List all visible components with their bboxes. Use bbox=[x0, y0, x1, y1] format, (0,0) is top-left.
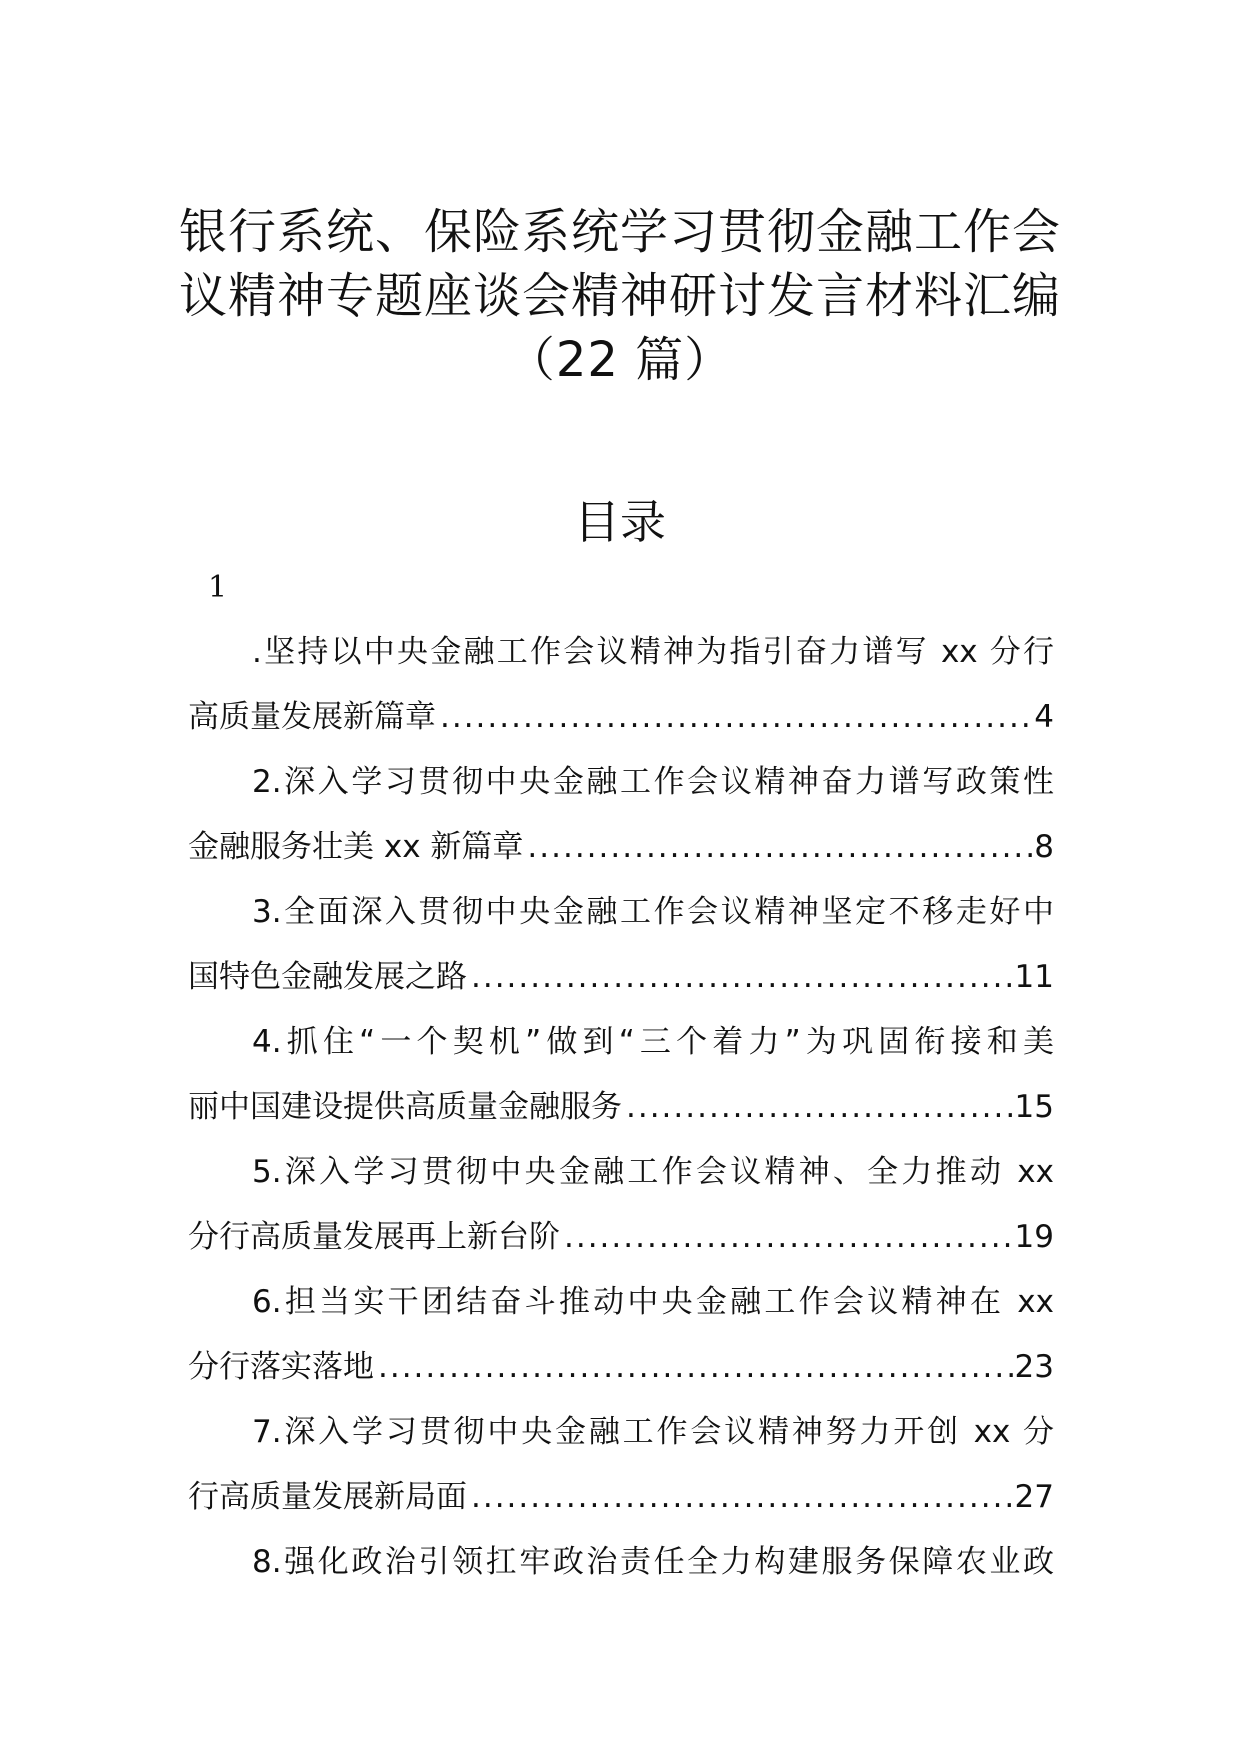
toc-entry-text: 行高质量发展新局面 bbox=[188, 1479, 467, 1515]
toc-page-number: 4 bbox=[1034, 699, 1054, 735]
toc-entry-title-line1: 8.强化政治引领扛牢政治责任全力构建服务保障农业政 bbox=[252, 1544, 1054, 1580]
title-line-1: 银行系统、保险系统学习贯彻金融工作会 bbox=[178, 204, 1061, 260]
dot-leader bbox=[467, 944, 1015, 1010]
toc-entry-title-line1: 5.深入学习贯彻中央金融工作会议精神、全力推动 xx bbox=[252, 1154, 1054, 1190]
title-line-2: 议精神专题座谈会精神研讨发言材料汇编 bbox=[178, 268, 1061, 324]
toc-entry-2[interactable] bbox=[188, 750, 1054, 880]
toc-entry-8[interactable] bbox=[188, 1530, 1054, 1594]
page-mark: 1 bbox=[208, 570, 228, 605]
toc-entry-title-line1: .坚持以中央金融工作会议精神为指引奋力谱写 xx 分行 bbox=[252, 634, 1054, 670]
toc-entry-title-line2 bbox=[188, 944, 1054, 1010]
toc-entry-title-line2 bbox=[188, 1074, 1054, 1140]
toc-entry-7[interactable] bbox=[188, 1400, 1054, 1530]
dot-leader bbox=[560, 1204, 1015, 1270]
toc-page-number: 23 bbox=[1014, 1349, 1054, 1385]
toc-entry-title-line2 bbox=[188, 1204, 1054, 1270]
toc-entry-title-line1: 4.抓住“一个契机”做到“三个着力”为巩固衔接和美 bbox=[252, 1024, 1054, 1060]
title-line-3: （22 篇） bbox=[506, 332, 734, 388]
document-title bbox=[160, 200, 1080, 392]
table-of-contents bbox=[188, 620, 1054, 1594]
toc-entry-text: 丽中国建设提供高质量金融服务 bbox=[188, 1089, 622, 1125]
toc-entry-text: 分行高质量发展再上新台阶 bbox=[188, 1219, 560, 1255]
toc-entry-title-line1: 3.全面深入贯彻中央金融工作会议精神坚定不移走好中 bbox=[252, 894, 1054, 930]
toc-entry-5[interactable] bbox=[188, 1140, 1054, 1270]
toc-entry-6[interactable] bbox=[188, 1270, 1054, 1400]
toc-entry-title-line2 bbox=[188, 684, 1054, 750]
toc-page-number: 15 bbox=[1014, 1089, 1054, 1125]
toc-entry-text: 金融服务壮美 xx 新篇章 bbox=[188, 829, 524, 865]
toc-entry-title-line2 bbox=[188, 814, 1054, 880]
toc-entry-title-line1: 2.深入学习贯彻中央金融工作会议精神奋力谱写政策性 bbox=[252, 764, 1054, 800]
toc-page-number: 11 bbox=[1014, 959, 1054, 995]
toc-page-number: 8 bbox=[1034, 829, 1054, 865]
toc-entry-text: 国特色金融发展之路 bbox=[188, 959, 467, 995]
toc-entry-title-line2 bbox=[188, 1464, 1054, 1530]
dot-leader bbox=[622, 1074, 1015, 1140]
toc-entry-4[interactable] bbox=[188, 1010, 1054, 1140]
toc-entry-text: 高质量发展新篇章 bbox=[188, 699, 436, 735]
toc-entry-title-line2 bbox=[188, 1334, 1054, 1400]
toc-page-number: 19 bbox=[1014, 1219, 1054, 1255]
dot-leader bbox=[523, 814, 1034, 880]
dot-leader bbox=[374, 1334, 1015, 1400]
toc-entry-3[interactable] bbox=[188, 880, 1054, 1010]
toc-entry-text: 分行落实落地 bbox=[188, 1349, 374, 1385]
toc-entry-title-line1: 7.深入学习贯彻中央金融工作会议精神努力开创 xx 分 bbox=[252, 1414, 1054, 1450]
dot-leader bbox=[436, 684, 1034, 750]
toc-entry-1[interactable] bbox=[188, 620, 1054, 750]
toc-heading: 目录 bbox=[574, 495, 666, 549]
toc-page-number: 27 bbox=[1014, 1479, 1054, 1515]
toc-entry-title-line1: 6.担当实干团结奋斗推动中央金融工作会议精神在 xx bbox=[252, 1284, 1054, 1320]
dot-leader bbox=[467, 1464, 1015, 1530]
